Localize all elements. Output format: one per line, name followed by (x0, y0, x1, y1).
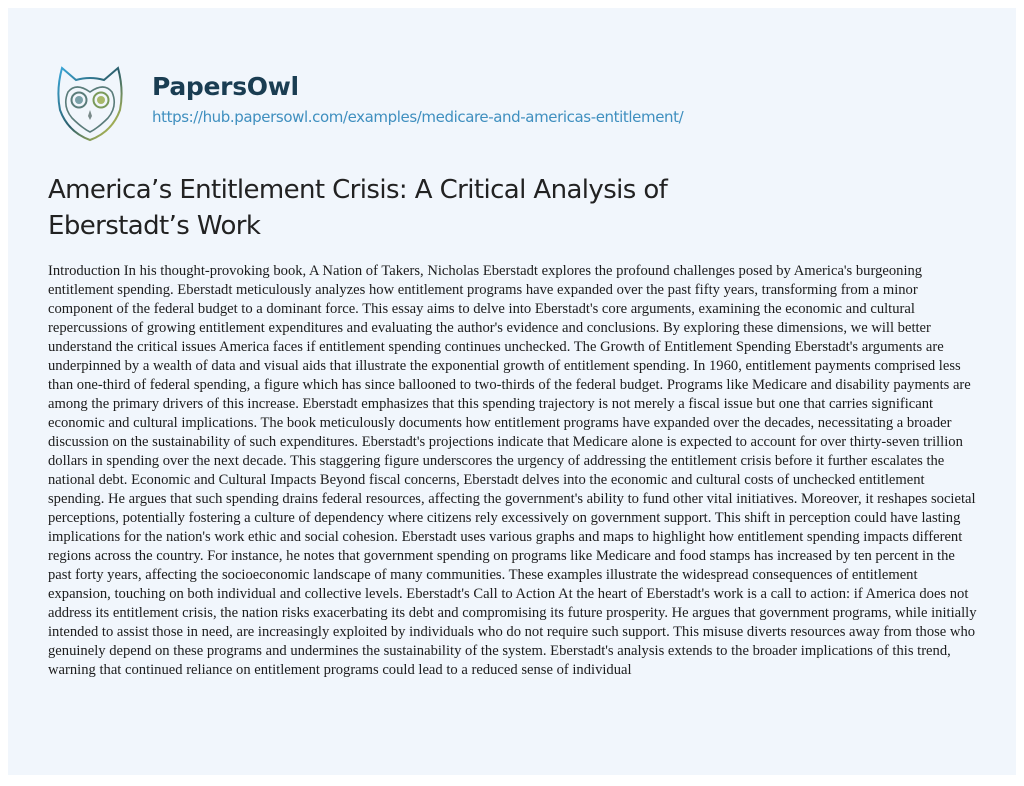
site-header (48, 68, 683, 144)
article-title: America’s Entitlement Crisis: A Critical Analysis of Eberstadt’s Work (48, 175, 668, 241)
owl-logo-icon (48, 60, 132, 144)
brand-name: PapersOwl (152, 72, 299, 101)
article-body: Introduction In his thought-provoking book, A Nation of Takers, Nicholas Eberstadt explores the profound challenges posed by America's burgeoning entitlement spending. Eberstadt meticulously analyzes how entitlement programs have expanded over the past fifty years, transforming from a minor component of the federal budget to a dominant force. This essay aims to delve into Eberstadt's core arguments, examining the economic and cultural repercussions of growing entitlement expenditures and evaluating the author's evidence and conclusions. By exploring these dimensions, we will better understand the critical issues America faces if entitlement spending continues unchecked. The Growth of Entitlement Spending Eberstadt's arguments are underpinned by a wealth of data and visual aids that illustrate the exponential growth of entitlement spending. In 1960, entitlement payments comprised less than one-third of federal spending, a figure which has since ballooned to two-thirds of the federal budget. Programs like Medicare and disability payments are among the primary drivers of this increase. Eberstadt emphasizes that this spending trajectory is not merely a fiscal issue but one that carries significant economic and cultural implications. The book meticulously documents how entitlement programs have expanded over the decades, necessitating a broader discussion on the sustainability of such expenditures. Eberstadt's projections indicate that Medicare alone is expected to account for over thirty-seven trillion dollars in spending over the next decade. This staggering figure underscores the urgency of addressing the entitlement crisis before it further escalates the national debt. Economic and Cultural Impacts Beyond fiscal concerns, Eberstadt delves into the economic and cultural costs of unchecked entitlement spending. He argues that such spending drains federal resources, affecting the government's ability to fund other vital initiatives. Moreover, it reshapes societal perceptions, potentially fostering a culture of dependency where citizens rely excessively on government support. This shift in perception could have lasting implications for the nation's work ethic and social cohesion. Eberstadt uses various graphs and maps to highlight how entitlement spending impacts different regions across the country. For instance, he notes that government spending on programs like Medicare and food stamps has increased by ten percent in the past forty years, affecting the socioeconomic landscape of many communities. These examples illustrate the widespread consequences of entitlement expansion, touching on both individual and collective levels. Eberstadt's Call to Action At the heart of Eberstadt's work is a call to action: if America does not address its entitlement crisis, the nation risks exacerbating its debt and compromising its future prosperity. He argues that government programs, while initially intended to assist those in need, are increasingly exploited by individuals who do not require such support. This misuse diverts resources away from those who genuinely depend on these programs and undermines the sustainability of the system. Eberstadt's analysis extends to the broader implications of this trend, warning that continued reliance on entitlement programs could lead to a reduced sense of individual (48, 263, 977, 678)
source-url-link[interactable]: https://hub.papersowl.com/examples/medicare-and-americas-entitlement/ (152, 108, 684, 126)
